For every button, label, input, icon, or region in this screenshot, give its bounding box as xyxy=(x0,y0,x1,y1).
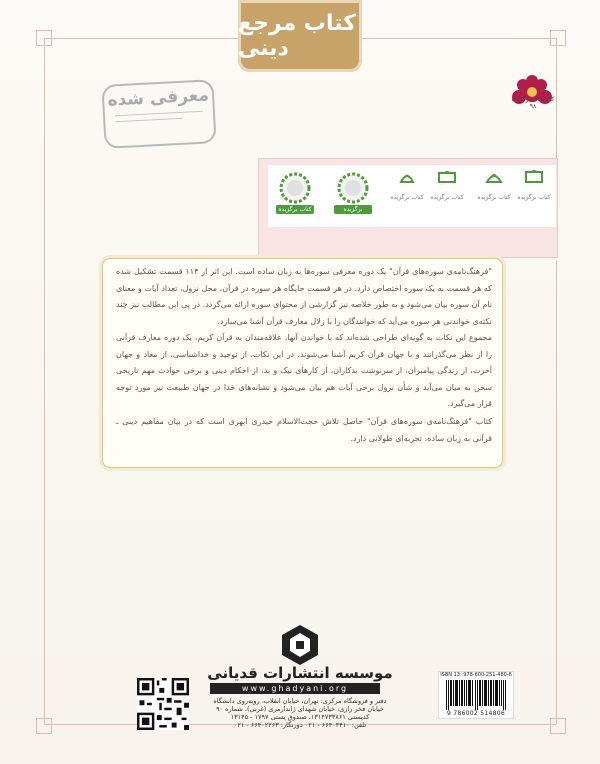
publisher-logo-icon xyxy=(276,621,324,669)
barcode-bars xyxy=(446,680,506,710)
stamp-line xyxy=(115,111,203,117)
badge-text: کتاب‌های برگزیده ۹۸ xyxy=(511,96,555,110)
publisher-website: www.ghadyani.org xyxy=(210,683,380,694)
award-caption: کتاب برگزیده xyxy=(390,194,424,201)
frame-corner-ornament xyxy=(36,718,52,734)
frame-corner-ornament xyxy=(550,30,566,46)
publisher-address-line: تلفن: ۶۶۴۰۴۴۱۰ - ۰۲۱ دورنگار: ۶۶۴۰۲۲۶۳ - ۰۲۱ xyxy=(233,721,367,729)
award-caption: کتاب برگزیده xyxy=(517,194,551,201)
publisher-address-line: دفتر و فروشگاه مرکزی: تهران، خیابان انقلاب، روبه‌روی دانشگاه xyxy=(213,697,387,705)
description-paragraph: مجموع این نکات به گونه‌ای طراحی شده‌اند که با خواندن آنها، علاقه‌مندان به قرآن کریم، یک دوره معارف قرآنی را از نظر می‌گذرانند و با جهان قرآن کریم آشنا می‌شوند. در این نکات، از توحید و خداشناسی، از معاد و جهان آخرت، از زندگی پیامبران، از سرنوشت بدکاران، از کارهای نیک و بد، از احکام دینی و برخی حوادث مهم تاریخی سخن به میان می‌آید و شأن نزول برخی آیات هم بیان می‌شود و نشانه‌های خدا در جهان طبیعت نیز مورد توجه قرار می‌گیرد. xyxy=(116,333,492,408)
description-paragraph: "فرهنگ‌نامه‌ی سوره‌های قرآن" یک دوره معرفی سوره‌ها به زبان ساده است. این اثر از ۱۱۴ قسمت تشکیل شده که هر قسمت به یک سوره اختصاص دارد. در هر قسمت جایگاه هر سوره در قرآن، محل نزول، تعداد آیات و معنای نام آن سوره بیان می‌شود و به طور خلاصه نیز گزارشی از محتوای سوره ارائه می‌گردد. در پی این مطالب نیز چند نکته‌ی خواندنی هر سوره می‌آید که خوانندگان را با زلال معارف قرآن آشنا می‌سازد. xyxy=(116,267,492,326)
wreath-award-label: برگزیده xyxy=(334,205,372,214)
award-leaf-icon xyxy=(437,168,457,188)
publisher-address-line: کدپستی ۱۳۱۴۷۳۳۸۶۱، صندوق پستی ۱۷۹۷ - ۱۳۱۴۵ xyxy=(230,713,370,721)
stamp-title: معرفی شده xyxy=(106,85,210,111)
publisher-name: موسسه انتشارات قدیانی xyxy=(207,664,393,682)
description-paragraph: کتاب "فرهنگ‌نامه‌ی سوره‌های قرآن" حاصل تلاش حجت‌الاسلام حیدری ابهری است که در بیان مفاهیم دینی ـ قرآنی به زبان ساده، تجربه‌ای طولانی دارد. xyxy=(116,417,492,443)
isbn-label: ISBN 13: 978-600-251-480-6 xyxy=(440,672,512,678)
qr-code xyxy=(137,678,189,730)
wreath-award-label: کتاب برگزیده xyxy=(276,205,314,214)
award-caption: کتاب برگزیده xyxy=(477,194,511,201)
stamp-line xyxy=(115,118,183,123)
award-caption: کتاب برگزیده xyxy=(430,194,464,201)
frame-right-line-lower xyxy=(556,260,557,724)
publisher-address-line: خیابان فخر رازی، خیابان شهدای ژاندارمری (غربی)، شماره ۹۰ xyxy=(216,705,384,713)
award-leaf-icon xyxy=(397,168,417,188)
frame-corner-ornament xyxy=(36,30,52,46)
frame-left-line xyxy=(44,38,45,724)
ean-number: 9 786002 514806 xyxy=(447,710,505,717)
frame-corner-ornament xyxy=(550,718,566,734)
award-leaf-icon xyxy=(524,168,544,188)
award-leaf-icon xyxy=(484,168,504,188)
series-logo-text: کتاب مرجع دینی xyxy=(238,11,356,61)
introduced-stamp xyxy=(101,79,216,149)
flower-badge-icon xyxy=(503,73,561,157)
series-logo xyxy=(238,0,362,72)
